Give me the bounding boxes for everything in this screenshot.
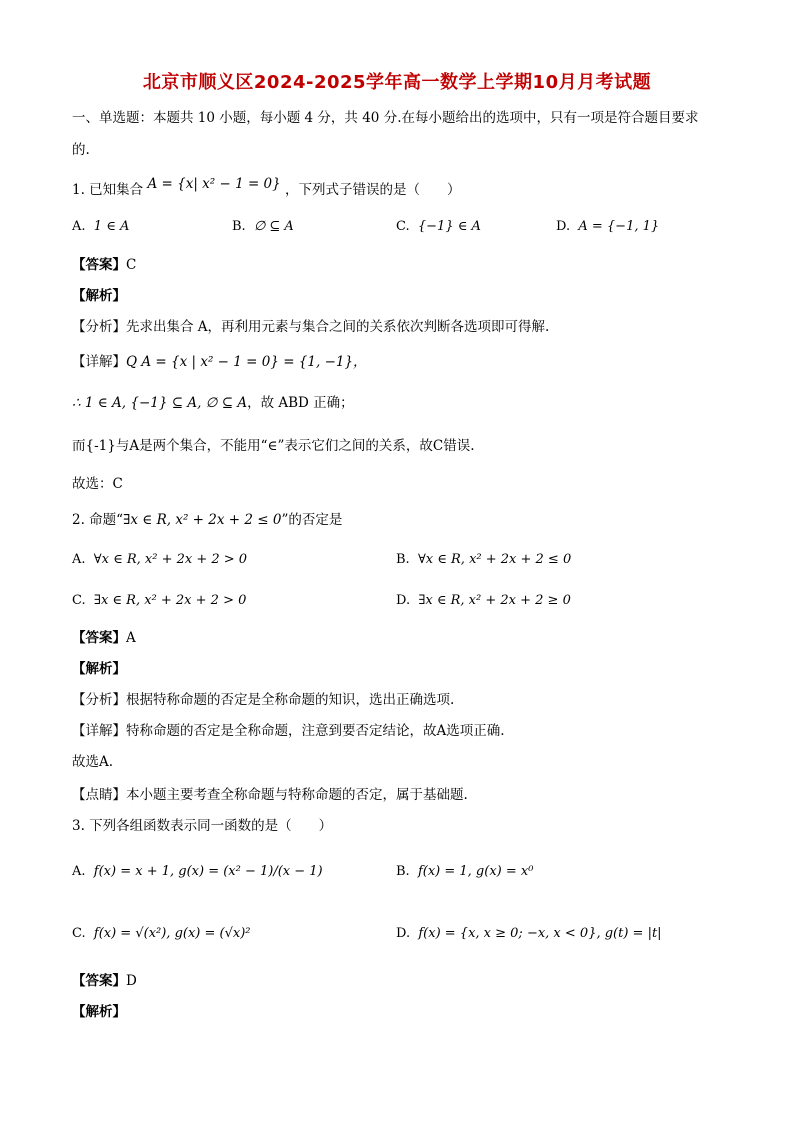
- q1-option-c: C. {−1} ∈ A: [396, 219, 481, 234]
- q3-option-d: D. f(x) = {x, x ≥ 0; −x, x < 0}, g(t) = |t|: [396, 926, 662, 941]
- page-title: 北京市顺义区2024-2025学年高一数学上学期10月月考试题: [142, 72, 652, 93]
- q1-stem-prefix: 1. 已知集合: [72, 182, 144, 198]
- q1-option-a: A. 1 ∈ A: [72, 219, 130, 234]
- q2-comment: 【点睛】本小题主要考查全称命题与特称命题的否定，属于基础题.: [72, 787, 468, 803]
- q1-option-b: B. ∅ ⊆ A: [232, 219, 294, 234]
- q2-option-b: B. ∀x ∈ R, x² + 2x + 2 ≤ 0: [396, 552, 572, 567]
- q2-fenxi: 【分析】根据特称命题的否定是全称命题的知识，选出正确选项.: [72, 692, 455, 708]
- q3-analysis-label: 【解析】: [72, 1004, 126, 1020]
- q1-stem-suffix: ，下列式子错误的是（ ）: [285, 182, 461, 198]
- q1-detail-line3: 而{-1}与A是两个集合，不能用“∈”表示它们之间的关系，故C错误.: [72, 438, 475, 454]
- q2-analysis-label: 【解析】: [72, 661, 126, 677]
- q2-option-a: A. ∀x ∈ R, x² + 2x + 2 > 0: [72, 552, 248, 567]
- q1-stem-math: A = {x| x² − 1 = 0}: [147, 176, 281, 192]
- q1-detail-line2: ∴ 1 ∈ A, {−1} ⊆ A, ∅ ⊆ A，故 ABD 正确；: [72, 395, 354, 411]
- q1-detail: 【详解】Q A = {x | x² − 1 = 0} = {1, −1}，: [72, 354, 367, 370]
- q1-analysis-label: 【解析】: [72, 288, 126, 304]
- q2-option-c: C. ∃x ∈ R, x² + 2x + 2 > 0: [72, 593, 247, 608]
- q3-answer: 【答案】D: [72, 973, 137, 989]
- q1-option-d: D. A = {−1, 1}: [556, 219, 660, 234]
- q3-option-c: C. f(x) = √(x²), g(x) = (√x)²: [72, 926, 251, 941]
- q1-choose: 故选：C: [72, 476, 123, 492]
- q1-fenxi: 【分析】先求出集合 A，再利用元素与集合之间的关系依次判断各选项即可得解.: [72, 319, 550, 335]
- section-header: 一、单选题：本题共 10 小题，每小题 4 分，共 40 分.在每小题给出的选项中，只有一项是符合题目要求: [72, 110, 699, 126]
- q2-stem: 2. 命题“∃x ∈ R, x² + 2x + 2 ≤ 0”的否定是: [72, 512, 343, 528]
- q2-choose: 故选A.: [72, 754, 114, 770]
- q1-answer: 【答案】C: [72, 257, 137, 273]
- q1-stem: [72, 176, 461, 200]
- q2-answer: 【答案】A: [72, 630, 136, 646]
- section-header-cont: 的.: [72, 142, 90, 158]
- q3-option-b: B. f(x) = 1, g(x) = x⁰: [396, 864, 534, 879]
- q3-stem: 3. 下列各组函数表示同一函数的是（ ）: [72, 818, 333, 834]
- q3-option-a: A. f(x) = x + 1, g(x) = (x² − 1)/(x − 1): [72, 864, 323, 879]
- q2-option-d: D. ∃x ∈ R, x² + 2x + 2 ≥ 0: [396, 593, 571, 608]
- q2-detail: 【详解】特称命题的否定是全称命题，注意到要否定结论，故A选项正确.: [72, 723, 505, 739]
